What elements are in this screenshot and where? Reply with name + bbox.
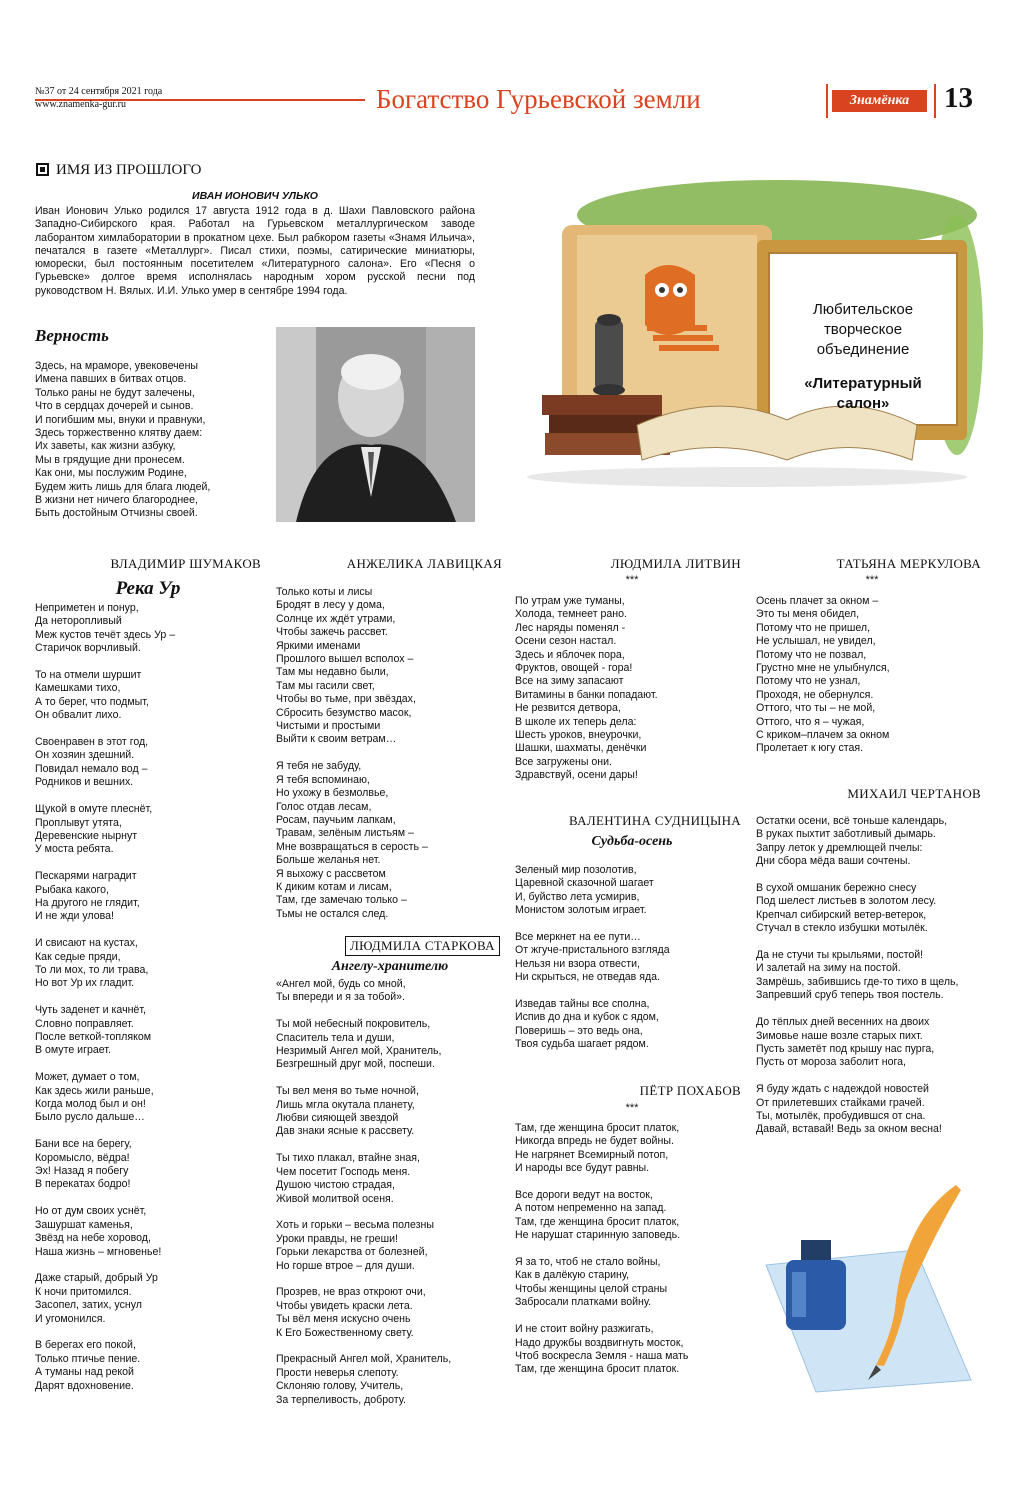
banner-line: объединение xyxy=(816,341,910,358)
newspaper-logo: Знамёнка xyxy=(832,90,927,112)
poem-separator: *** xyxy=(625,574,639,586)
poem-text: Здесь, на мраморе, увековечены Имена павших в битвах отцов. Только раны не будут залечены, Что в сердцах дочерей и сынов. И погибшим мы, внуки и правнуки, Здесь торжественно клятву даем: Их заветы, как жизни азбуку, Мы в грядущие дни пронесем. Как они, мы послужим Родине, Будем жить лишь для блага людей, В жизни нет ничего благороднее, Быть достойным Отчизны своей. xyxy=(35,360,211,520)
banner-line: «Литературный xyxy=(804,375,922,392)
page-title: Богатство Гурьевской земли xyxy=(376,84,701,114)
poem-separator: *** xyxy=(865,574,879,586)
site-url[interactable]: www.znamenka-gur.ru xyxy=(35,99,126,110)
header-divider xyxy=(934,84,936,118)
poem-title: Река Ур xyxy=(115,578,181,599)
poem-text: По утрам уже туманы, Холода, темнеет рано. Лес наряды поменял - Осени сезон настал. Здесь и яблочек пора, Фруктов, овощей - гора! Все на зиму запасают Витамины в банки попадают. Не резвится детвора, В школе их теперь дела: Шесть уроков, внеурочки, Шашки, шахматы, денёчки Все загружены они. Здравствуй, осени дары! xyxy=(515,595,658,782)
poem-text: Остатки осени, всё тоньше календарь, В руках пыхтит заботливый дымарь. Запру леток у дремлющей пчелы: Дни сбора мёда ваши сочтены. В сухой омшаник бережно снесу Под шелест листьев в золотом лесу. Крепчал сибирский ветер-ветерок, Стучал в стекло избушки мотылёк. Да не стучи ты крыльями, постой! И залетай на зиму на постой. Замрёшь, забившись где-то тихо в щель, Запревший сруб теперь твоя постель. До тёплых дней весенних на двоих Зимовье наше возле старых пихт. Пусть заметёт под крышу нас пурга, Пусть от мороза заболит нога, Я буду ждать с надеждой новостей От прилетевших стайками грачей. Ты, мотылёк, пробудившся от сна. Давай, вставай! Ведь за окном весна! xyxy=(756,815,959,1136)
poem-separator: *** xyxy=(625,1102,639,1114)
poem-title: Судьба-осень xyxy=(591,834,673,849)
portrait-photo xyxy=(276,327,475,522)
poem-text: «Ангел мой, будь со мной, Ты впереди и я за тобой». Ты мой небесный покровитель, Спаситель тела и души, Незримый Ангел мой, Хранитель, Безгрешный друг мой, поспеши. Ты вел меня во тьме ночной, Лишь мгла окутала планету, Любви сияющей звездой Дав знаки ясные к рассвету. Ты тихо плакал, втайне зная, Чем посетит Господь меня. Душою чистою страдая, Живой молитвой осеня. Хоть и горьки – весьма полезны Уроки правды, не греши! Горьки лекарства от болезней, Но горше втрое – для души. Прозрев, не враз откроют очи, Чтобы увидеть краски лета. Ты вёл меня искусно очень К Его Божественному свету. Прекрасный Ангел мой, Хранитель, Прости неверья слепоту. Склоняю голову, Учитель, За терпеливость, доброту. xyxy=(276,978,452,1406)
banner-line: Любительское xyxy=(812,301,914,318)
author-name: ВЛАДИМИР ШУМАКОВ xyxy=(110,556,261,571)
author-name: ТАТЬЯНА МЕРКУЛОВА xyxy=(836,556,981,571)
issue-date: №37 от 24 сентября 2021 года xyxy=(35,86,163,97)
poem-text: Только коты и лисы Бродят в лесу у дома, Солнце их ждёт утрами, Чтобы зажечь рассвет. Яркими именами Прошлого вышел всполох – Там мы недавно были, Там мы гасили свет, Чтобы во тьме, при звёздах, Сбросить безумство масок, Чистыми и простыми Выйти к своим ветрам… Я тебя не забуду, Я тебя вспоминаю, Но ухожу в безмолвье, Голос отдав лесам, Росам, паучьим лапкам, Травам, зелёным листьям – Мне возвращаться в серость – Больше желанья нет. Я выхожу с рассветом К диким котам и лисам, Там, где замечаю только – Тьмы не остался след. xyxy=(276,586,428,920)
oil-lamp-icon xyxy=(593,314,625,396)
author-name: ВАЛЕНТИНА СУДНИЦЫНА xyxy=(569,813,741,828)
header-divider xyxy=(826,84,828,118)
poem-title: Ангелу-хранителю xyxy=(331,959,449,974)
author-name: ЛЮДМИЛА СТАРКОВА xyxy=(345,936,500,956)
ink-bottle-icon xyxy=(786,1240,846,1330)
poem-title: Верность xyxy=(35,326,109,345)
poem-text: Осень плачет за окном – Это ты меня обидел, Потому что не пришел, Не услышал, не увидел, Потому что не позвал, Грустно мне не улыбнулся, Потому что не узнал, Проходя, не обернулся. Оттого, что ты – не мой, Оттого, что я – чужая, С криком–плачем за окном Пролетает к югу стая. xyxy=(756,595,890,755)
bio-text: Иван Ионович Улько родился 17 августа 1912 года в д. Шахи Павловского района Западно-Сибирского края. Работал на Гурьевском металлургическом заводе лаборантом химлаборатории в прокатном цехе. Был рабкором газеты «Знамя Ильича», печатался в газете «Металлург». Писал стихи, поэмы, сатирические миниатюры, юморески, был постоянным посетителем «Литературного салона». Его «Песня о Гурьевске» долгое время исполнялась народным хором русской песни под руководством Н. Вялых. И.И. Улько умер в сентябре 1994 года. xyxy=(35,205,475,297)
bio-title: ИВАН ИОНОВИЧ УЛЬКО xyxy=(192,190,318,202)
ink-quill-illustration xyxy=(756,1180,981,1395)
page-number: 13 xyxy=(944,82,973,114)
section-heading: ИМЯ ИЗ ПРОШЛОГО xyxy=(56,162,202,178)
poem-text: Зеленый мир позолотив, Царевной сказочной шагает И, буйство лета усмирив, Монистом золотым играет. Все меркнет на ее пути… От жгуче-пристального взгляда Нельзя ни взора отвести, Ни скрыться, не отведав яда. Изведав тайны все сполна, Испив до дна и кубок с ядом, Поверишь – это ведь она, Твоя судьба шагает рядом. xyxy=(515,864,670,1051)
poem-text: Там, где женщина бросит платок, Никогда впредь не будет войны. Не нагрянет Всемирный потоп, И народы все будут равны. Все дороги ведут на восток, А потом непременно на запад. Там, где женщина бросит платок, Не нарушат старинную заповедь. Я за то, чтоб не стало войны, Как в далёкую старину, Чтобы женщины целой страны Забросали платками войну. И не стоит войну разжигать, Надо дружбы воздвигнуть мосток, Чтоб воскресла Земля - наша мать Там, где женщина бросит платок. xyxy=(515,1122,689,1376)
author-name: ЛЮДМИЛА ЛИТВИН xyxy=(610,556,741,571)
banner-text-block xyxy=(769,300,957,414)
banner-line: салон» xyxy=(836,395,890,412)
banner-line: творческое xyxy=(823,321,903,338)
author-name: МИХАИЛ ЧЕРТАНОВ xyxy=(847,786,981,801)
poem-text: Неприметен и понур, Да неторопливый Меж кустов течёт здесь Ур – Старичок ворчливый. То на отмели шуршит Камешками тихо, А то берег, что подмыт, Он обвалит лихо. Своенравен в этот год, Он хозяин здешний. Повидал немало вод – Родников и вешних. Щукой в омуте плеснёт, Проплывут утята, Деревенские нырнут У моста ребята. Пескарями наградит Рыбака какого, На другого не глядит, И не жди улова! И свисают на кустах, Как седые пряди, То ли мох, то ли трава, Но вот Ур их гладит. Чуть заденет и качнёт, Словно поправляет. После веткой-топляком В омуте играет. Может, думает о том, Как здесь жили раньше, Когда молод был и он! Было русло дальше… Бани все на берегу, Коромысло, вёдра! Эх! Назад я побегу В перекатах бодро! Но от дум своих уснёт, Зашуршат каменья, Звёзд на небе хоровод, Наша жизнь – мгновенье! Даже старый, добрый Ур К ночи притомился. Засопел, затих, уснул И угомонился. В берегах его покой, Только птичье пение. А туманы над рекой Дарят вдохновение. xyxy=(35,602,176,1392)
author-name: АНЖЕЛИКА ЛАВИЦКАЯ xyxy=(346,556,502,571)
square-bullet-icon xyxy=(36,163,49,176)
author-name: ПЁТР ПОХАБОВ xyxy=(639,1083,741,1098)
